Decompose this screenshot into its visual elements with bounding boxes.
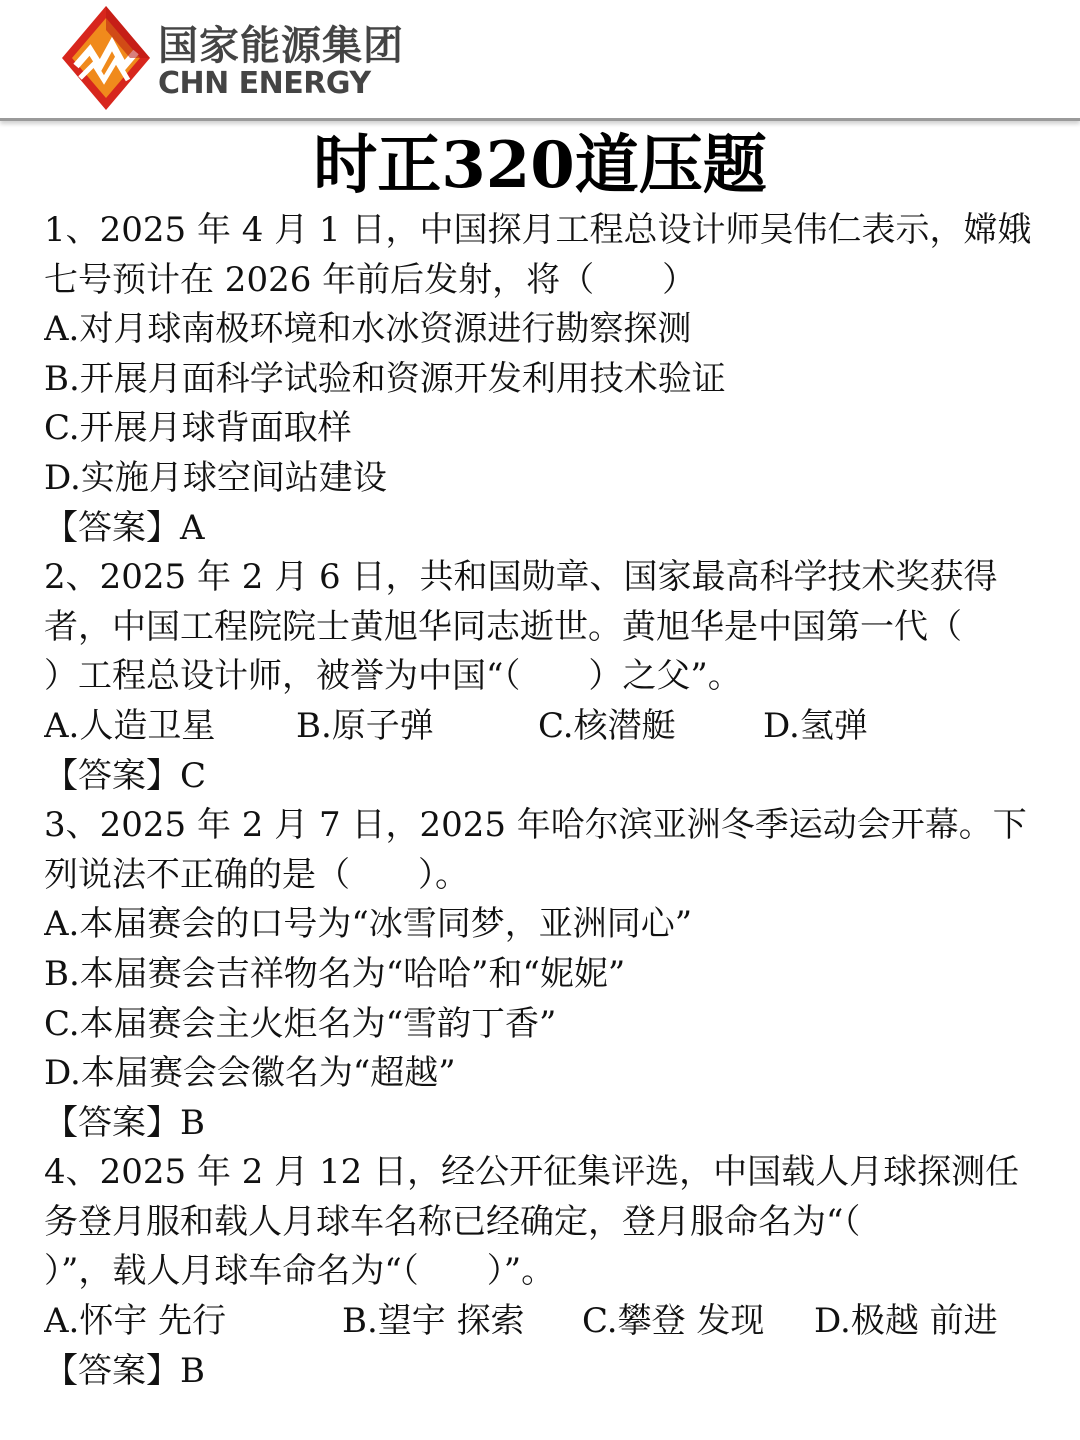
question-text-line: 七号预计在 2026 年前后发射，将（ ） bbox=[44, 259, 697, 300]
option-b: B.开展月面科学试验和资源开发利用技术验证 bbox=[44, 358, 726, 399]
question-3 bbox=[44, 801, 1054, 1148]
brand-name-english: CHN ENERGY bbox=[158, 66, 371, 101]
question-1 bbox=[44, 206, 1054, 553]
option-b: B.望宇 探索 bbox=[342, 1301, 525, 1342]
answer: 【答案】B bbox=[44, 1102, 205, 1143]
answer: 【答案】A bbox=[44, 507, 205, 548]
question-text-line: 4、2025 年 2 月 12 日，经公开征集评选，中国载人月球探测任 bbox=[44, 1152, 1020, 1193]
option-a: A.人造卫星 bbox=[44, 705, 216, 746]
brand-name-chinese: 国家能源集团 bbox=[158, 23, 404, 69]
option-d: D.极越 前进 bbox=[814, 1301, 998, 1342]
question-4 bbox=[44, 1148, 1054, 1396]
answer: 【答案】C bbox=[44, 755, 207, 796]
options-row bbox=[44, 1297, 1054, 1347]
answer: 【答案】B bbox=[44, 1350, 205, 1391]
question-text-line: ）”，载人月球车命名为“（ ）”。 bbox=[44, 1251, 556, 1292]
question-text-line: 务登月服和载人月球车名称已经确定，登月服命名为“（ bbox=[44, 1201, 861, 1242]
option-a: A.对月球南极环境和水冰资源进行勘察探测 bbox=[44, 309, 692, 350]
option-c: C.开展月球背面取样 bbox=[44, 408, 352, 449]
question-text-line: ）工程总设计师，被誉为中国“（ ）之父”。 bbox=[44, 656, 742, 697]
page-header bbox=[0, 0, 1080, 121]
question-text-line: 1、2025 年 4 月 1 日，中国探月工程总设计师吴伟仁表示，嫦娥 bbox=[44, 210, 1032, 250]
option-a: A.怀宇 先行 bbox=[44, 1301, 227, 1342]
question-text-line: 列说法不正确的是（ ）。 bbox=[44, 854, 469, 895]
option-d: D.氢弹 bbox=[763, 705, 868, 746]
options-row bbox=[44, 702, 1054, 752]
option-c: C.核潜艇 bbox=[538, 705, 676, 746]
question-2 bbox=[44, 553, 1054, 801]
option-b: B.原子弹 bbox=[296, 705, 434, 746]
page-title: 时正320道压题 bbox=[313, 128, 767, 203]
option-c: C.本届赛会主火炬名为“雪韵丁香” bbox=[44, 1003, 557, 1044]
option-c: C.攀登 发现 bbox=[582, 1301, 765, 1342]
question-list bbox=[44, 206, 1054, 1396]
option-d: D.实施月球空间站建设 bbox=[44, 457, 387, 498]
question-text-line: 2、2025 年 2 月 6 日，共和国勋章、国家最高科学技术奖获得 bbox=[44, 557, 998, 598]
question-text-line: 者，中国工程院院士黄旭华同志逝世。黄旭华是中国第一代（ bbox=[44, 606, 962, 647]
chn-energy-logo-icon bbox=[60, 4, 152, 112]
option-b: B.本届赛会吉祥物名为“哈哈”和“妮妮” bbox=[44, 953, 626, 994]
question-text-line: 3、2025 年 2 月 7 日，2025 年哈尔滨亚洲冬季运动会开幕。下 bbox=[44, 805, 1027, 846]
option-a: A.本届赛会的口号为“冰雪同梦，亚洲同心” bbox=[44, 904, 693, 945]
option-d: D.本届赛会会徽名为“超越” bbox=[44, 1053, 456, 1094]
